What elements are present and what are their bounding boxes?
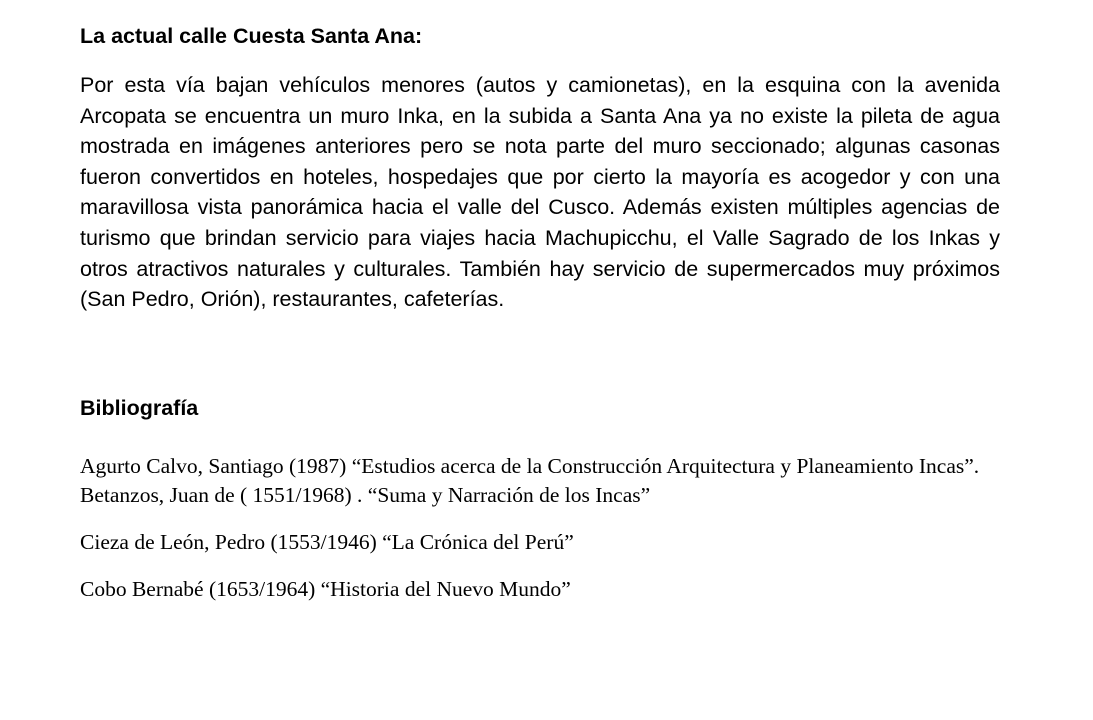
bibliography-list (80, 453, 1000, 603)
bibliography-entry: Betanzos, Juan de ( 1551/1968) . “Suma y Narración de los Incas” (80, 483, 651, 507)
bibliography-entry: Cobo Bernabé (1653/1964) “Historia del Nuevo Mundo” (80, 577, 571, 601)
bibliography-entry: Cieza de León, Pedro (1553/1946) “La Crónica del Perú” (80, 530, 574, 554)
bibliography-heading: Bibliografía (80, 396, 199, 420)
bibliography-entry: Agurto Calvo, Santiago (1987) “Estudios acerca de la Construcción Arquitectura y Planeamiento Incas”. (80, 454, 980, 478)
body-paragraph: Por esta vía bajan vehículos menores (autos y camionetas), en la esquina con la avenida Arcopata se encuentra un muro Inka, en la subida a Santa Ana ya no existe la pileta de agua mostrada en imágenes anteriores pero se nota parte del muro seccionado; algunas casonas fueron convertidos en hoteles, hospedajes que por cierto la mayoría es acogedor y con una maravillosa vista panorámica hacia el valle del Cusco. Además existen múltiples agencias de turismo que brindan servicio para viajes hacia Machupicchu, el Valle Sagrado de los Inkas y otros atractivos naturales y culturales. También hay servicio de supermercados muy próximos (San Pedro, Orión), restaurantes, cafeterías. (80, 73, 1000, 312)
section-heading: La actual calle Cuesta Santa Ana: (80, 24, 423, 48)
